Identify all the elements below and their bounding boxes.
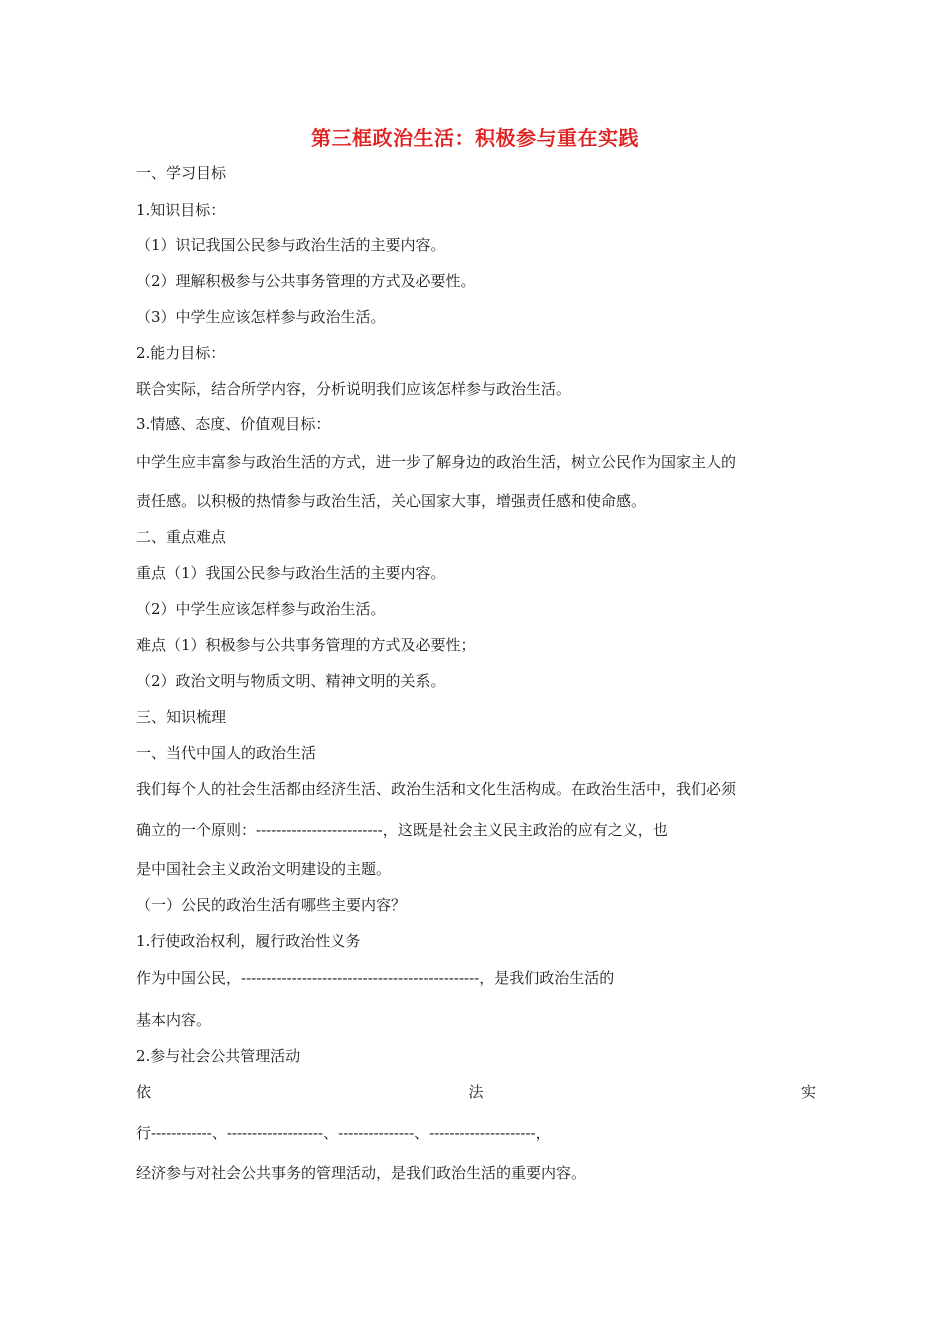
- section-heading-key-points: 二、重点难点: [136, 528, 227, 546]
- subheading-rights: 1.行使政治权利，履行政治性义务: [136, 932, 361, 950]
- justified-word: 实: [800, 1083, 816, 1101]
- subheading-question: （一）公民的政治生活有哪些主要内容？: [136, 896, 407, 914]
- paragraph-line: （3）中学生应该怎样参与政治生活。: [136, 308, 386, 326]
- paragraph-line: （2）中学生应该怎样参与政治生活。: [136, 600, 386, 618]
- paragraph-line: 重点（1）我国公民参与政治生活的主要内容。: [136, 564, 446, 582]
- paragraph-line: 联合实际，结合所学内容，分析说明我们应该怎样参与政治生活。: [136, 380, 572, 398]
- paragraph-line: 我们每个人的社会生活都由经济生活、政治生活和文化生活构成。在政治生活中，我们必须: [136, 780, 737, 798]
- paragraph-line: （2）理解积极参与公共事务管理的方式及必要性。: [136, 272, 476, 290]
- paragraph-line: 是中国社会主义政治文明建设的主题。: [136, 860, 392, 878]
- subheading-ability: 2.能力目标：: [136, 344, 226, 362]
- justified-word: 法: [468, 1083, 484, 1101]
- paragraph-line: 中学生应丰富参与政治生活的方式，进一步了解身边的政治生活，树立公民作为国家主人的: [136, 453, 737, 471]
- subheading-public-management: 2.参与社会公共管理活动: [136, 1047, 301, 1065]
- justified-line: [136, 1081, 816, 1103]
- subheading-knowledge: 1.知识目标：: [136, 201, 226, 219]
- subheading-values: 3.情感、态度、价值观目标：: [136, 415, 331, 433]
- paragraph-line: 行------------、-------------------、---------------、---------------------，: [136, 1124, 551, 1142]
- section-heading-review: 三、知识梳理: [136, 708, 227, 726]
- paragraph-line: （1）识记我国公民参与政治生活的主要内容。: [136, 236, 446, 254]
- document-title: 第三框政治生活：积极参与重在实践: [311, 126, 639, 150]
- paragraph-line: 责任感。以积极的热情参与政治生活，关心国家大事，增强责任感和使命感。: [136, 492, 647, 510]
- justified-word: 依: [136, 1083, 152, 1101]
- paragraph-line: 经济参与对社会公共事务的管理活动，是我们政治生活的重要内容。: [136, 1164, 587, 1182]
- subheading-political-life: 一、当代中国人的政治生活: [136, 744, 317, 762]
- paragraph-line: 难点（1）积极参与公共事务管理的方式及必要性；: [136, 636, 476, 654]
- paragraph-line: 确立的一个原则：-------------------------，这既是社会主义民主政治的应有之义，也: [136, 821, 668, 839]
- section-heading-goals: 一、学习目标: [136, 164, 227, 182]
- paragraph-line: 基本内容。: [136, 1011, 212, 1029]
- paragraph-line: 作为中国公民，-----------------------------------------------，是我们政治生活的: [136, 969, 615, 987]
- paragraph-line: （2）政治文明与物质文明、精神文明的关系。: [136, 672, 446, 690]
